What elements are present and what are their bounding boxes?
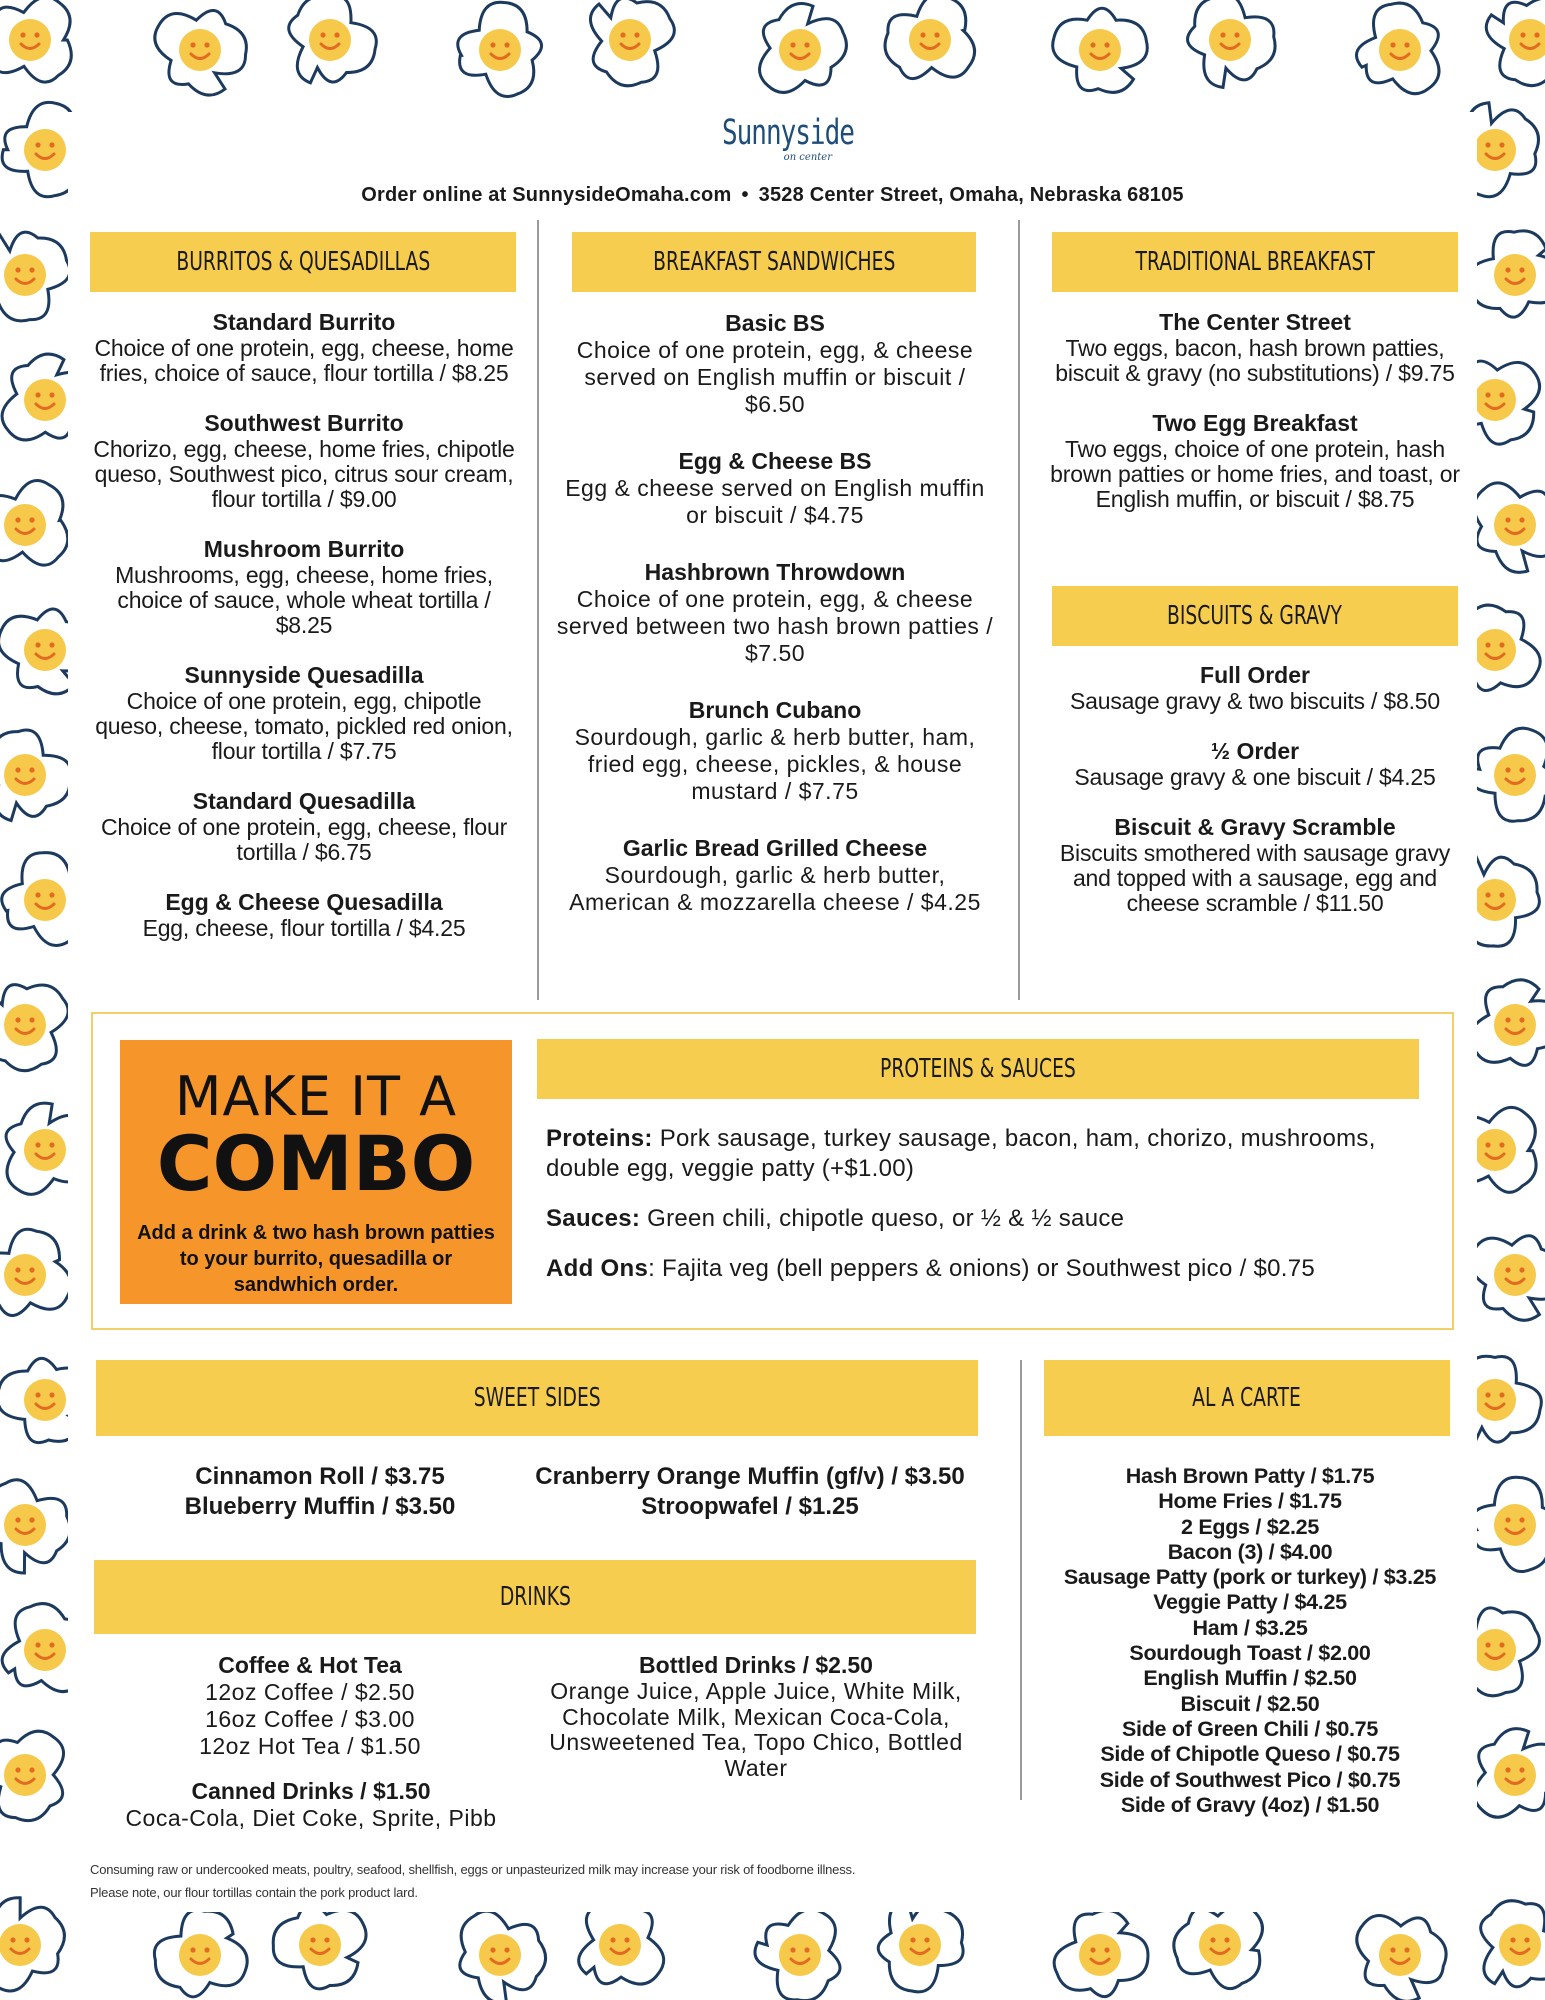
fried-egg-icon	[1174, 1905, 1263, 1989]
sweet-item: Stroopwafel / $1.25	[641, 1493, 859, 1520]
menu-item-name: Biscuit & Gravy Scramble	[1114, 814, 1396, 840]
addons-label: Add Ons	[546, 1255, 649, 1282]
fried-egg-icon	[1470, 1236, 1545, 1321]
menu-item-description: Mushrooms, egg, cheese, home fries, choice of sauce, whole wheat tortilla / $8.25	[115, 562, 493, 638]
menu-item	[90, 889, 518, 941]
fried-egg-icon	[0, 985, 68, 1071]
sweet-item: Cinnamon Roll / $3.75	[195, 1463, 445, 1490]
lard-footnote: Please note, our flour tortillas contain the pork product lard.	[90, 1885, 418, 1900]
a-la-carte-item: Side of Southwest Pico / $0.75	[1099, 1767, 1401, 1792]
traditional-list	[1050, 309, 1460, 512]
column-divider	[537, 220, 539, 1000]
a-la-carte-item: Side of Chipotle Queso / $0.75	[1100, 1742, 1400, 1767]
sweet-sides-right	[530, 1462, 970, 1522]
sweet-item: Cranberry Orange Muffin (gf/v) / $3.50	[535, 1463, 965, 1490]
combo-callout	[120, 1040, 512, 1304]
fried-egg-icon	[1474, 1729, 1545, 1818]
sauces-label: Sauces:	[546, 1205, 641, 1232]
menu-item-name: Full Order	[1200, 662, 1310, 688]
fried-egg-icon	[1469, 231, 1545, 317]
a-la-carte-item: English Muffin / $2.50	[1143, 1666, 1357, 1691]
fried-egg-icon	[1471, 728, 1545, 821]
menu-item	[90, 788, 518, 865]
fried-egg-icon	[289, 0, 377, 83]
menu-item-description: Egg, cheese, flour tortilla / $4.25	[142, 915, 466, 941]
fried-egg-icon	[0, 1898, 64, 1991]
biscuits-list	[1050, 662, 1460, 916]
burritos-list	[90, 309, 518, 941]
menu-item-description: Choice of one protein, egg, cheese, home fries, choice of sauce, flour tortilla / $8.25	[94, 335, 514, 386]
fried-egg-icon	[1356, 3, 1438, 94]
a-la-carte-list	[1030, 1464, 1470, 1818]
fried-egg-icon	[1486, 0, 1545, 86]
fried-egg-icon	[1188, 0, 1276, 87]
menu-item-description: Choice of one protein, egg, cheese, flour tortilla / $6.75	[100, 814, 508, 865]
menu-item-description: Two eggs, bacon, hash brown patties, biscuit & gravy (no substitutions) / $9.75	[1055, 335, 1455, 386]
menu-item-name: Egg & Cheese Quesadilla	[165, 889, 443, 915]
menu-item-name: Mushroom Burrito	[203, 536, 405, 562]
fried-egg-icon	[1470, 980, 1545, 1066]
menu-item	[555, 697, 995, 805]
coffee-line: 16oz Coffee / $3.00	[205, 1706, 415, 1732]
menu-item	[555, 559, 995, 667]
menu-item-description: Biscuits smothered with sausage gravy and topped with a sausage, egg and cheese scramble / $11.50	[1059, 840, 1451, 916]
fried-egg-icon	[579, 1899, 664, 1984]
fried-egg-icon	[0, 480, 68, 565]
a-la-carte-item: 2 Eggs / $2.25	[1180, 1514, 1320, 1539]
combo-description: Add a drink & two hash brown patties to your burrito, quesadilla or sandwhich order.	[137, 1222, 495, 1296]
fried-egg-icon	[458, 2, 542, 96]
a-la-carte-item: Bacon (3) / $4.00	[1167, 1539, 1333, 1564]
a-la-carte-item: Side of Gravy (4oz) / $1.50	[1120, 1792, 1380, 1817]
menu-item	[555, 835, 995, 916]
canned-desc: Coca-Cola, Diet Coke, Sprite, Pibb	[125, 1805, 497, 1831]
menu-item	[1050, 662, 1460, 714]
fried-egg-icon	[885, 0, 975, 79]
menu-item-description: Chorizo, egg, cheese, home fries, chipotle queso, Southwest pico, citrus sour cream, flour tortilla / $9.00	[93, 436, 515, 512]
sandwiches-list	[555, 310, 995, 916]
a-la-carte-item: Veggie Patty / $4.25	[1153, 1590, 1347, 1615]
bottled-title: Bottled Drinks / $2.50	[639, 1652, 873, 1678]
menu-item-name: Two Egg Breakfast	[1152, 410, 1358, 436]
sweet-sides-section-header: SWEET SIDES	[96, 1360, 978, 1436]
menu-item	[1050, 309, 1460, 386]
order-info-line	[0, 184, 1545, 207]
menu-item-name: ½ Order	[1210, 738, 1300, 764]
bottled-desc: Orange Juice, Apple Juice, White Milk, Chocolate Milk, Mexican Coca-Cola, Unsweetened Tea, Topo Chico, Bottled Water	[549, 1678, 963, 1781]
food-safety-footnote: Consuming raw or undercooked meats, poultry, seafood, shellfish, eggs or unpasteurized milk may increase your risk of foodborne illness.	[90, 1862, 856, 1877]
menu-item-description: Sausage gravy & two biscuits / $8.50	[1070, 688, 1440, 714]
fried-egg-icon	[1357, 1915, 1446, 2000]
fried-egg-icon	[878, 1899, 963, 1992]
order-online-text: Order online at SunnysideOmaha.com	[361, 184, 732, 206]
fried-egg-icon	[1054, 1910, 1148, 1996]
fried-egg-icon	[590, 0, 674, 86]
biscuits-section-header: BISCUITS & GRAVY	[1052, 586, 1458, 646]
canned-drinks-block	[96, 1778, 526, 1832]
fried-egg-icon	[760, 4, 847, 93]
menu-item-name: Sunnyside Quesadilla	[184, 662, 424, 688]
traditional-section-header: TRADITIONAL BREAKFAST	[1052, 232, 1458, 292]
sauces-text: Green chili, chipotle queso, or ½ & ½ sauce	[647, 1205, 1125, 1232]
address-text: 3528 Center Street, Omaha, Nebraska 68105	[758, 184, 1184, 206]
fried-egg-icon	[155, 10, 247, 95]
coffee-line: 12oz Hot Tea / $1.50	[199, 1733, 421, 1759]
menu-item-name: Hashbrown Throwdown	[644, 559, 906, 585]
logo-tagline: on center	[783, 152, 832, 163]
menu-item	[555, 448, 995, 529]
a-la-carte-item: Ham / $3.25	[1192, 1615, 1308, 1640]
fried-egg-icon	[0, 1229, 71, 1315]
coffee-block	[100, 1652, 520, 1760]
coffee-line: 12oz Coffee / $2.50	[205, 1679, 415, 1705]
burritos-section-header: BURRITOS & QUESADILLAS	[90, 232, 516, 292]
fried-egg-icon	[154, 1910, 247, 1997]
canned-title: Canned Drinks / $1.50	[191, 1778, 431, 1804]
menu-item-name: Brunch Cubano	[688, 697, 862, 723]
a-la-carte-item: Sourdough Toast / $2.00	[1129, 1641, 1371, 1666]
addons-line	[546, 1254, 1426, 1284]
proteins-section-header: PROTEINS & SAUCES	[537, 1039, 1419, 1099]
fried-egg-icon	[0, 1731, 64, 1820]
drinks-section-header: DRINKS	[94, 1560, 976, 1634]
fried-egg-icon	[0, 1480, 70, 1573]
proteins-text: Pork sausage, turkey sausage, bacon, ham, chorizo, mushrooms, double egg, veggie patty (+$1.00)	[546, 1125, 1376, 1182]
column-divider	[1020, 1360, 1022, 1800]
menu-item	[1050, 814, 1460, 916]
fried-egg-icon	[1481, 1901, 1545, 1987]
menu-item-description: Sausage gravy & one biscuit / $4.25	[1074, 764, 1436, 790]
a-la-carte-item: Side of Green Chili / $0.75	[1122, 1716, 1378, 1741]
sweet-item: Blueberry Muffin / $3.50	[184, 1493, 456, 1520]
bottled-drinks-block	[548, 1652, 964, 1781]
addons-text: : Fajita veg (bell peppers & onions) or Southwest pico / $0.75	[648, 1255, 1316, 1282]
sunnyside-logo	[722, 112, 854, 163]
proteins-label: Proteins:	[546, 1125, 653, 1152]
sandwiches-section-header: BREAKFAST SANDWICHES	[572, 232, 976, 292]
menu-item-name: The Center Street	[1159, 309, 1351, 335]
fried-egg-icon	[460, 1911, 546, 2000]
fried-egg-icon	[0, 730, 71, 821]
logo-wordmark: Sunnyside	[722, 112, 854, 154]
menu-item-description: Choice of one protein, egg, chipotle queso, cheese, tomato, pickled red onion, flour tortilla / $7.75	[95, 688, 513, 764]
fried-egg-icon	[0, 0, 71, 82]
fried-egg-icon	[755, 1909, 840, 2000]
menu-item	[90, 410, 518, 512]
menu-item-name: Garlic Bread Grilled Cheese	[622, 835, 928, 861]
fried-egg-icon	[1473, 1477, 1545, 1571]
menu-item-description: Two eggs, choice of one protein, hash brown patties or home fries, and toast, or English muffin, or biscuit / $8.75	[1050, 436, 1460, 512]
combo-title: COMBO	[156, 1119, 476, 1208]
coffee-title: Coffee & Hot Tea	[218, 1652, 402, 1678]
menu-item-description: Choice of one protein, egg, & cheese served on English muffin or biscuit / $6.50	[576, 337, 974, 417]
menu-item	[555, 310, 995, 418]
menu-item-description: Sourdough, garlic & herb butter, American & mozzarella cheese / $4.25	[569, 862, 981, 915]
sweet-sides-left	[110, 1462, 530, 1522]
menu-item-description: Egg & cheese served on English muffin or biscuit / $4.75	[565, 475, 985, 528]
a-la-carte-item: Biscuit / $2.50	[1180, 1691, 1320, 1716]
fried-egg-icon	[1474, 483, 1545, 573]
menu-item	[90, 536, 518, 638]
fried-egg-icon	[273, 1904, 366, 1988]
menu-item-name: Standard Burrito	[212, 309, 396, 335]
proteins-line	[546, 1124, 1426, 1184]
menu-item	[1050, 410, 1460, 512]
menu-item	[90, 309, 518, 386]
a-la-carte-item: Hash Brown Patty / $1.75	[1125, 1464, 1375, 1488]
menu-item-description: Choice of one protein, egg, & cheese served between two hash brown patties / $7.50	[556, 586, 994, 666]
menu-item-name: Standard Quesadilla	[192, 788, 416, 814]
fried-egg-icon	[1053, 8, 1148, 92]
menu-item	[90, 662, 518, 764]
menu-item	[1050, 738, 1460, 790]
menu-item-name: Basic BS	[725, 310, 825, 336]
a-la-carte-item: Sausage Patty (pork or turkey) / $3.25	[1063, 1565, 1437, 1590]
fried-egg-icon	[0, 232, 70, 321]
menu-item-description: Sourdough, garlic & herb butter, ham, fried egg, cheese, pickles, & house mustard / $7.75	[574, 724, 976, 804]
a-la-carte-section-header: AL A CARTE	[1044, 1360, 1450, 1436]
column-divider	[1018, 220, 1020, 1000]
sauces-line	[546, 1204, 1426, 1234]
separator-dot: •	[741, 184, 749, 206]
a-la-carte-item: Home Fries / $1.75	[1158, 1489, 1342, 1514]
menu-item-name: Egg & Cheese BS	[678, 448, 872, 474]
menu-item-name: Southwest Burrito	[204, 410, 404, 436]
combo-heading: MAKE IT A	[174, 1065, 458, 1128]
